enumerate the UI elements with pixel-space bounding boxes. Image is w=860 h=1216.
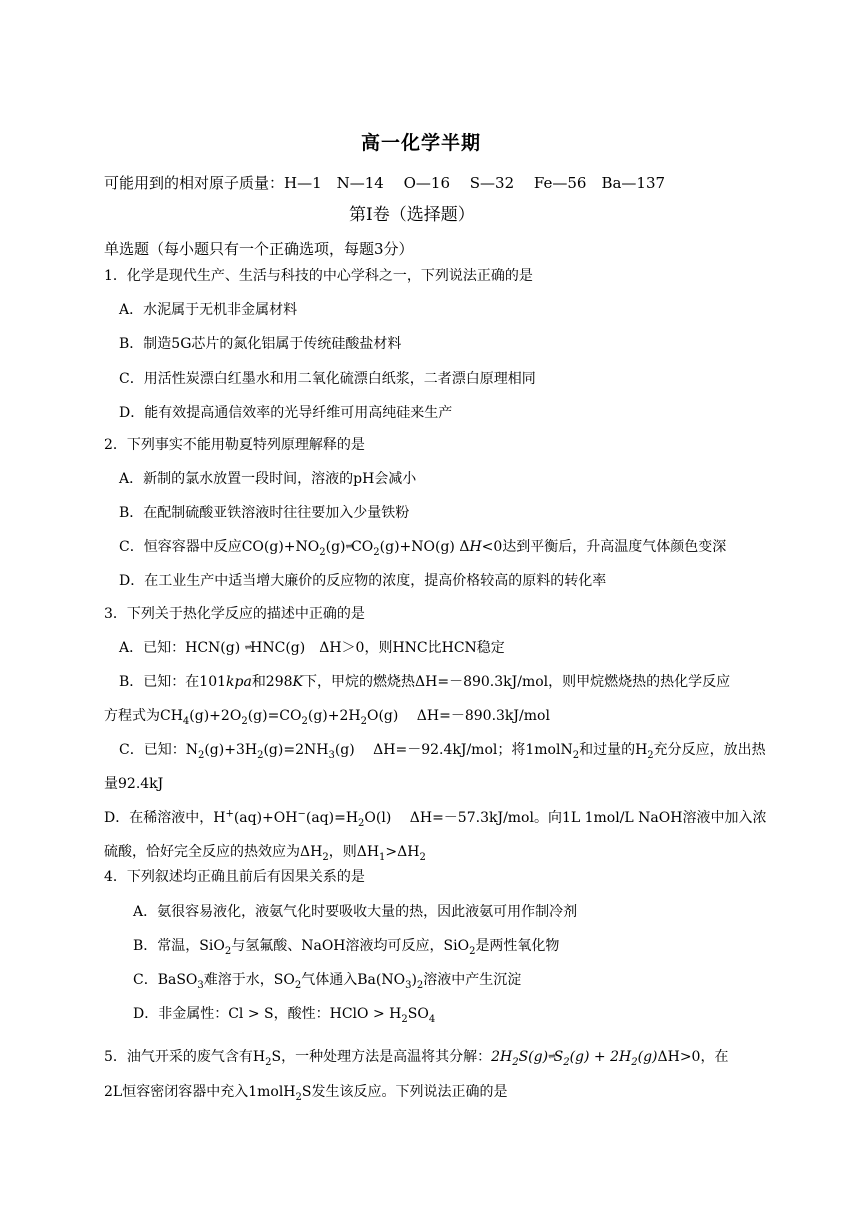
q5-stem-continued: 2L恒容密闭容器中充入1molH$_2$S发生该反应。下列说法正确的是: [104, 1084, 508, 1103]
q4-option-a: A．氨很容易液化，液氨气化时要吸收大量的热，因此液氨可用作制冷剂: [133, 904, 578, 920]
section-title: 第I卷（选择题）: [349, 205, 475, 225]
q1-stem: 1．化学是现代生产、生活与科技的中心学科之一，下列说法正确的是: [104, 268, 533, 284]
q1-option-a: A．水泥属于无机非金属材料: [119, 302, 298, 318]
q4-option-b: B．常温，SiO$_2$与氢氟酸、NaOH溶液均可反应，SiO$_2$是两性氧化物: [133, 938, 560, 957]
q2-option-b: B．在配制硫酸亚铁溶液时往往要加入少量铁粉: [119, 505, 410, 521]
equilibrium-arrow-icon: ⇌: [244, 643, 251, 653]
equilibrium-arrow-icon: ⇌: [345, 542, 352, 552]
equilibrium-arrow-icon: ⇌: [548, 1052, 554, 1062]
q3-option-c-continued: 量92.4kJ: [104, 776, 164, 792]
q3-option-a: A．已知：HCN(g) ⇌HNC(g) ΔH＞0，则HNC比HCN稳定: [119, 640, 505, 656]
page-title: 高一化学半期: [361, 132, 482, 154]
q1-option-c: C．用活性炭漂白红墨水和用二氧化硫漂白纸浆，二者漂白原理相同: [119, 371, 536, 387]
q3-option-d-continued: 硫酸，恰好完全反应的热效应为$\Delta H_2$，则$\Delta H_1>\Delta H_2$: [104, 844, 426, 863]
q3-option-b: B．已知：在101kpa和298K下，甲烷的燃烧热ΔH=－890.3kJ/mol，则甲烷燃烧热的热化学反应: [119, 674, 731, 690]
atomic-mass-note: 可能用到的相对原子质量：H—1 N—14 O—16 S—32 Fe—56 Ba—137: [104, 174, 666, 192]
q2-option-c: C．恒容容器中反应$CO(g)+NO_2(g)\rightleftharpoons CO_2(g)+NO(g)$ ΔH<0达到平衡后，升高温度气体颜色变深: [119, 539, 727, 558]
q1-option-b: B．制造5G芯片的氮化铝属于传统硅酸盐材料: [119, 336, 402, 352]
q3-option-d: D．在稀溶液中，$H^+(aq)+OH^-(aq)=H_2O(l)$ ΔH=－57.3kJ/mol。向1L 1mol/L NaOH溶液中加入浓: [104, 808, 767, 829]
q2-option-d: D．在工业生产中适当增大廉价的反应物的浓度，提高价格较高的原料的转化率: [119, 573, 607, 589]
q3-option-c: C．已知：$N_2(g)+3H_2(g)=2NH_3(g)$ ΔH=－92.4kJ/mol；将1molN$_2$和过量的$H_2$充分反应，放出热: [119, 742, 766, 761]
q3-stem: 3．下列关于热化学反应的描述中正确的是: [104, 606, 365, 622]
q2-stem: 2．下列事实不能用勒夏特列原理解释的是: [104, 437, 365, 453]
q5-stem: 5．油气开采的废气含有$H_2S$，一种处理方法是高温将其分解：$2H_2S(g)\rightleftharpoons S_2(g) + 2H_2(g)\Delta H>0$，在: [104, 1049, 729, 1068]
q4-option-d: D．非金属性：Cl > S，酸性：HClO > $H_2SO_4$: [133, 1006, 436, 1025]
q3-option-b-continued: 方程式为$CH_4(g)+2O_2(g)=CO_2(g)+2H_2O(g)$ ΔH=－890.3kJ/mol: [104, 708, 550, 727]
q1-option-d: D．能有效提高通信效率的光导纤维可用高纯硅来生产: [119, 405, 453, 421]
q2-option-a: A．新制的氯水放置一段时间，溶液的pH会减小: [119, 471, 417, 487]
q4-option-c: C．BaSO$_3$难溶于水，$SO_2$气体通入$Ba(NO_3)_2$溶液中产生沉淀: [133, 972, 522, 991]
section-note: 单选题（每小题只有一个正确选项，每题3分）: [104, 240, 414, 258]
q4-stem: 4．下列叙述均正确且前后有因果关系的是: [104, 869, 365, 885]
